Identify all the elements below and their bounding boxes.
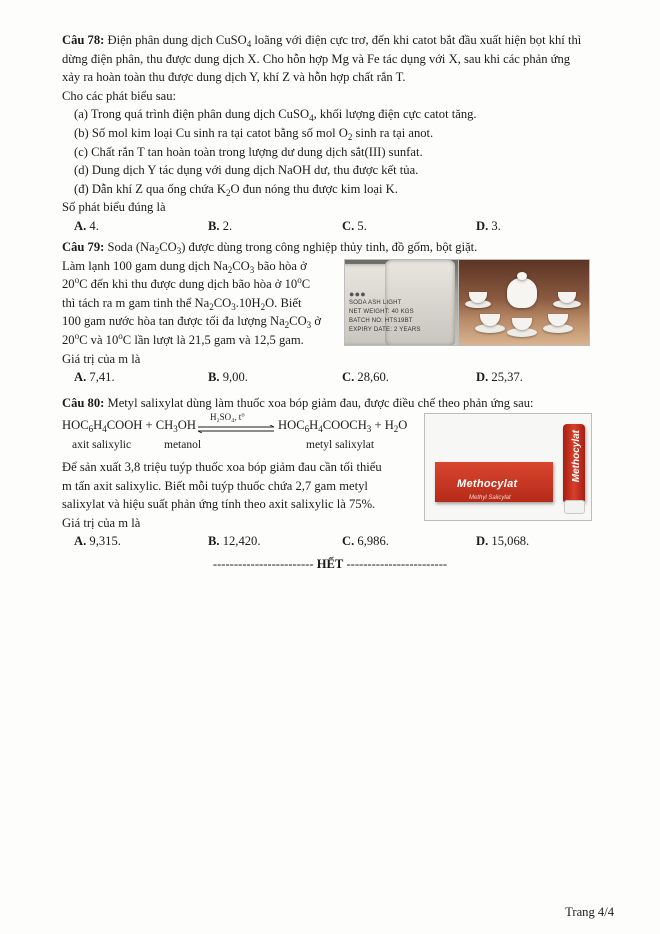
reactant-name: axit salixylic [72, 439, 132, 451]
option-b[interactable]: B. 12,420. [208, 534, 261, 549]
question-stem: dừng điện phân, thu được dung dịch X. Cho hỗn hợp Mg và Fe tác dụng với X, sau khi các phản ứng [62, 51, 571, 66]
equation-right: $HOC_6H_4COOCH_3 + H_2O$ [278, 418, 408, 434]
question-label: Câu 79: [62, 240, 105, 254]
question-stem: Làm lạnh 100 gam dung dịch $Na_2CO_3$ bão hòa ở [62, 258, 307, 275]
equation-left: $HOC_6H_4COOH + CH_3OH$ [62, 418, 196, 434]
statement-b: (b) Số mol kim loại Cu sinh ra tại catot bằng số mol $O_2$ sinh ra tại anot. [74, 125, 434, 142]
page-number: Trang 4/4 [565, 905, 614, 919]
option-d[interactable]: D. 25,37. [476, 370, 523, 385]
option-c[interactable]: C. 28,60. [342, 370, 389, 385]
methocylat-product-photo [424, 413, 592, 521]
question-stem: Điện phân dung dịch CuSO [107, 33, 247, 47]
question-label: Câu 78: [62, 33, 105, 47]
option-d[interactable]: D. 15,068. [476, 534, 530, 549]
question-label: Câu 80: [62, 396, 105, 410]
question-stem: loãng với điện cực trơ, đến khi catot bắt đầu xuất hiện bọt khí thì [251, 33, 582, 47]
statement-e: (đ) Dẫn khí Z qua ống chứa $K_2O$ đun nóng thu được kim loại K. [74, 181, 398, 198]
reaction-equation [62, 408, 422, 454]
statement-intro: Cho các phát biểu sau: [62, 88, 177, 103]
soda-ash-sacks-photo [344, 259, 459, 346]
question-ask: Giá trị của m là [62, 515, 141, 530]
option-a[interactable]: A. 4. [74, 218, 99, 233]
reactant-name: metanol [164, 439, 202, 451]
answer-options [62, 368, 618, 387]
reaction-condition: H₂SO₄, t° [210, 412, 245, 422]
sack-label: ●●● SODA ASH LIGHT NET WEIGHT: 40 KGS BATCH NO: HTS19BT EXPIRY DATE: 2 YEARS [349, 289, 421, 333]
question-stem: xảy ra hoàn toàn thu được dung dịch Y, khí Z và hỗn hợp chất rắn T. [62, 70, 406, 85]
option-c[interactable]: C. 5. [342, 218, 367, 233]
option-d[interactable]: D. 3. [476, 218, 501, 233]
statement-c: (c) Chất rắn T tan hoàn toàn trong lượng dư dung dịch sắt(III) sunfat. [74, 144, 423, 159]
option-b[interactable]: B. 9,00. [208, 370, 248, 385]
question-stem: 20$^o$C đến khi thu được dung dịch bão hòa ở 10$^o$C [62, 275, 311, 292]
question-78: Câu 78: Điện phân dung dịch CuSO$_4$ loãng với điện cực trơ, đến khi catot bắt đầu xuất hiện bọt khí thì dừng điện phân, thu được dung dịch X. Cho hỗn hợp Mg và Fe tác dụng với X, sau khi các phản ứng xảy ra hoàn toàn thu được dung dịch Y, khí Z và hỗn hợp chất rắn T. Cho các phát biểu sau: (a) Trong quá trình điện phân dung dịch CuSO$_4$, khối lượng điện cực catot tăng. (b) Số mol kim loại Cu sinh ra tại catot bằng số mol $O_2$ sinh ra tại anot. (c) Chất rắn T tan hoàn toàn trong lượng dư dung dịch sắt(III) sunfat. (d) Dung dịch Y tác dụng với dung dịch NaOH dư, thu được kết tủa. (đ) Dẫn khí Z qua ống chứa $K_2O$ đun nóng thu được kim loại K. Số phát biểu đúng là A. 4. B. 2. C. 5. D. 3. [62, 31, 618, 236]
option-a[interactable]: A. 7,41. [74, 370, 115, 385]
question-stem: 20$^o$C và 10$^o$C lần lượt là 21,5 gam và 12,5 gam. [62, 330, 304, 347]
product-name: metyl salixylat [306, 439, 375, 451]
question-stem: salixylat và hiệu suất phản ứng tính theo axit salixylic là 75%. [62, 497, 376, 512]
answer-options [62, 217, 618, 236]
statement-a: (a) Trong quá trình điện phân dung dịch CuSO$_4$, khối lượng điện cực catot tăng. [74, 107, 477, 124]
end-marker: ------------------------ HẾT ------------------------ [212, 557, 448, 571]
question-stem: thì tách ra m gam tinh thể $Na_2CO_3.10H_2O$. Biết [62, 295, 302, 312]
product-box: Methocylat Methyl Salicylat [435, 462, 553, 502]
option-c[interactable]: C. 6,986. [342, 534, 389, 549]
question-79: Câu 79: Soda $(Na_2CO_3)$ được dùng trong công nghiệp thủy tinh, đồ gốm, bột giặt. Làm lạnh 100 gam dung dịch $Na_2CO_3$ bão hòa ở 20$^o$C đến khi thu được dung dịch bão hòa ở 10$^o$C thì tách ra m gam tinh thể $Na_2CO_3.10H_2O$. Biết 100 gam nước hòa tan được tối đa lượng $Na_2CO_3$ ở 20$^o$C và 10$^o$C lần lượt là 21,5 gam và 12,5 gam. Giá trị của m là A. 7,41. B. 9,00. C. 28,60. D. 25,37. [62, 238, 618, 387]
question-stem: m tấn axit salixylic. Biết mỗi tuýp thuốc chứa 2,7 gam metyl [62, 478, 368, 493]
question-ask: Giá trị của m là [62, 351, 141, 366]
answer-options [62, 532, 618, 551]
question-ask: Số phát biểu đúng là [62, 200, 166, 215]
question-stem: 100 gam nước hòa tan được tối đa lượng $Na_2CO_3$ ở [62, 314, 321, 331]
option-b[interactable]: B. 2. [208, 218, 233, 233]
porcelain-tea-set-photo [458, 259, 590, 346]
option-a[interactable]: A. 9,315. [74, 534, 121, 549]
question-stem: Metyl salixylat dùng làm thuốc xoa bóp giảm đau, được điều chế theo phản ứng sau: [104, 396, 534, 410]
reversible-arrow-icon [196, 425, 276, 433]
product-tube: Methocylat [563, 424, 585, 502]
statement-d: (d) Dung dịch Y tác dụng với dung dịch NaOH dư, thu được kết tủa. [74, 163, 419, 178]
question-stem: Để sản xuất 3,8 triệu tuýp thuốc xoa bóp giảm đau cần tối thiểu [62, 460, 382, 474]
